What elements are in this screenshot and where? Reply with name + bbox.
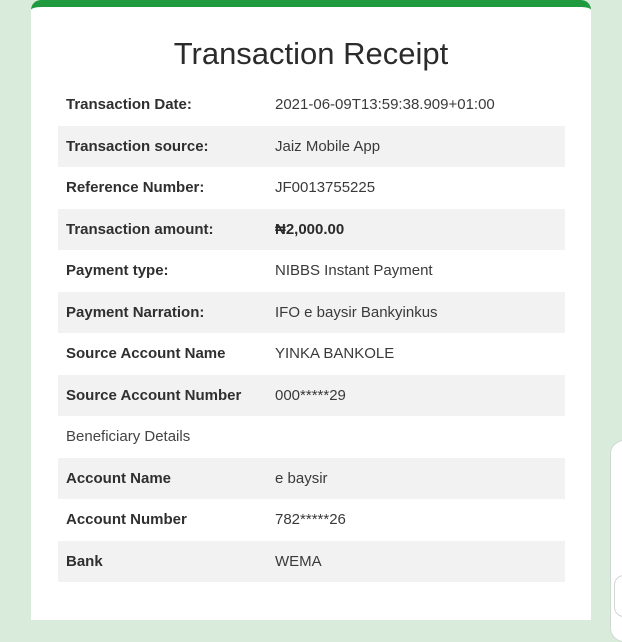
- value-transaction-date: 2021-06-09T13:59:38.909+01:00: [275, 96, 495, 114]
- label-account-name: Account Name: [66, 469, 172, 487]
- label-reference-number: Reference Number:: [66, 179, 205, 197]
- row-payment-type: [58, 250, 565, 292]
- label-source-account-number: Source Account Number: [66, 386, 242, 404]
- label-payment-type: Payment type:: [66, 262, 169, 280]
- adjacent-button-edge[interactable]: [614, 575, 622, 617]
- label-source-account-name: Source Account Name: [66, 345, 226, 363]
- row-beneficiary-details: [58, 416, 565, 458]
- row-source-account-name: [58, 333, 565, 375]
- value-source-account-number: 000*****29: [275, 386, 346, 404]
- value-transaction-source: Jaiz Mobile App: [275, 137, 381, 155]
- row-bank: [58, 541, 565, 583]
- row-payment-narration: [58, 292, 565, 334]
- value-source-account-name: YINKA BANKOLE: [275, 345, 395, 363]
- receipt-title: Transaction Receipt: [173, 36, 449, 71]
- value-account-name: e baysir: [275, 469, 328, 487]
- value-reference-number: JF0013755225: [275, 179, 376, 197]
- row-transaction-date: [58, 84, 565, 126]
- label-transaction-source: Transaction source:: [66, 137, 209, 155]
- row-account-name: [58, 458, 565, 500]
- label-transaction-date: Transaction Date:: [66, 96, 192, 114]
- row-reference-number: [58, 167, 565, 209]
- label-bank: Bank: [66, 552, 103, 570]
- value-bank: WEMA: [275, 552, 322, 570]
- row-transaction-amount: [58, 209, 565, 251]
- row-source-account-number: [58, 375, 565, 417]
- receipt-details-list: [58, 84, 565, 582]
- transaction-receipt-card: [31, 0, 591, 620]
- label-payment-narration: Payment Narration:: [66, 303, 205, 321]
- value-transaction-amount: ₦2,000.00: [275, 220, 345, 238]
- row-transaction-source: [58, 126, 565, 168]
- value-payment-type: NIBBS Instant Payment: [275, 262, 433, 280]
- row-account-number: [58, 499, 565, 541]
- label-transaction-amount: Transaction amount:: [66, 220, 214, 238]
- value-payment-narration: IFO e baysir Bankyinkus: [275, 303, 438, 321]
- label-account-number: Account Number: [66, 511, 187, 529]
- value-account-number: 782*****26: [275, 511, 346, 529]
- section-beneficiary-details: Beneficiary Details: [66, 428, 191, 446]
